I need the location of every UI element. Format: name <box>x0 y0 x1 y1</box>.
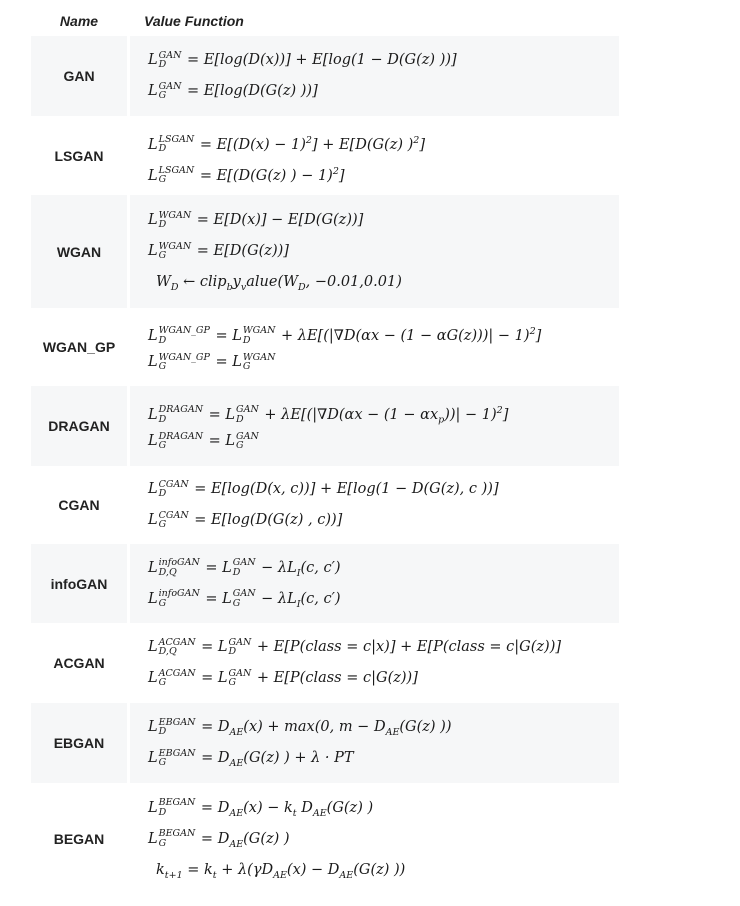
table-row <box>31 308 619 386</box>
formula-line: L ACGAN D,Q = L GAN D + E[P(class = c|x)] + E[P(class = c|G(z))] <box>148 636 562 657</box>
value-function-cell <box>130 386 619 466</box>
table-row <box>31 116 619 195</box>
formula-line: L EBGAN G = $D_{AE}(G(z)$ ) + λ · PT <box>148 747 354 769</box>
gan-name-cell: ACGAN <box>31 623 127 703</box>
formula-line: L WGAN G = E[D(G(z))] <box>148 240 289 261</box>
table-row <box>31 623 619 703</box>
value-function-cell <box>130 195 619 308</box>
formula-line: L EBGAN D = $D_{AE}(x) + \max(0$, $m - D_{AE}(G(z)$ )) <box>148 716 452 738</box>
value-function-cell <box>130 783 619 895</box>
formula-line: L GAN G = E[log(D(G(z) ))] <box>148 80 318 101</box>
formula-line: L infoGAN D,Q = L GAN D − $\lambda L_I(c$, c′) <box>148 557 341 579</box>
table-row <box>31 703 619 783</box>
formula-line: L BEGAN D = $D_{AE}(x) - k_t$ $D_{AE}(G(z)$ ) <box>148 797 374 819</box>
table-body <box>31 36 619 895</box>
gan-name-cell: CGAN <box>31 466 127 544</box>
formula-line: L DRAGAN D = L GAN D + $\lambda E[(|\nabla D(\alpha x - (1 - \alpha x_p))| - 1)^2]$ <box>148 404 509 426</box>
table-row <box>31 466 619 544</box>
value-function-cell <box>130 623 619 703</box>
formula-line: L LSGAN D = $E[(D(x) - 1)^2] + E[D(G(z)$ )$^2$] <box>148 133 425 155</box>
value-function-cell <box>130 544 619 623</box>
gan-name-cell: infoGAN <box>31 544 127 623</box>
gan-name-cell: WGAN <box>31 195 127 308</box>
formula-line: L CGAN D = E[log(D(x, c))] + E[log(1 − D(G(z), c ))] <box>148 478 499 499</box>
formula-line: L BEGAN G = $D_{AE}(G(z)$ ) <box>148 828 290 850</box>
formula-line: L GAN D = E[log(D(x))] + E[log(1 − D(G(z) ))] <box>148 49 457 70</box>
formula-line: $W_D$ ← $clip_by_value(W_D$, −0.01,0.01) <box>156 274 402 293</box>
formula-line: L WGAN D = E[D(x)] − E[D(G(z))] <box>148 209 364 230</box>
formula-line: L ACGAN G = L GAN G + E[P(class = c|G(z))] <box>148 667 418 688</box>
header-row <box>31 6 619 36</box>
formula-line: L LSGAN G = E[(D(G(z) ) − 1)$^2$] <box>148 164 345 186</box>
table-row <box>31 544 619 623</box>
formula-line: L infoGAN G = L GAN G − $\lambda L_I(c$, c′) <box>148 588 341 610</box>
value-function-cell <box>130 466 619 544</box>
gan-name-cell: GAN <box>31 36 127 116</box>
formula-line: L WGAN_GP G = L WGAN G <box>148 351 276 372</box>
table-row <box>31 36 619 116</box>
value-function-cell <box>130 703 619 783</box>
table-row <box>31 783 619 895</box>
table-row <box>31 386 619 466</box>
value-function-cell <box>130 36 619 116</box>
value-function-cell <box>130 116 619 195</box>
gan-name-cell: LSGAN <box>31 116 127 195</box>
table-row <box>31 195 619 308</box>
formula-line: L CGAN G = E[log(D(G(z) , c))] <box>148 509 343 530</box>
value-function-column-header: Value Function <box>130 6 619 36</box>
gan-name-cell: WGAN_GP <box>31 308 127 386</box>
gan-value-function-table <box>28 6 622 895</box>
formula-line: $k_{t+1} = k_t + \lambda(\gamma D_{AE}(x) - D_{AE}(G(z)$ )) <box>156 861 406 881</box>
formula-line: L WGAN_GP D = L WGAN D + $\lambda E[(|\nabla D(\alpha x - (1 - \alpha G(z)))| - 1)^2]$ <box>148 325 542 346</box>
formula-line: L DRAGAN G = L GAN G <box>148 430 259 451</box>
value-function-cell <box>130 308 619 386</box>
gan-name-cell: DRAGAN <box>31 386 127 466</box>
gan-name-cell: EBGAN <box>31 703 127 783</box>
table <box>28 6 622 895</box>
name-column-header: Name <box>31 6 127 36</box>
gan-name-cell: BEGAN <box>31 783 127 895</box>
